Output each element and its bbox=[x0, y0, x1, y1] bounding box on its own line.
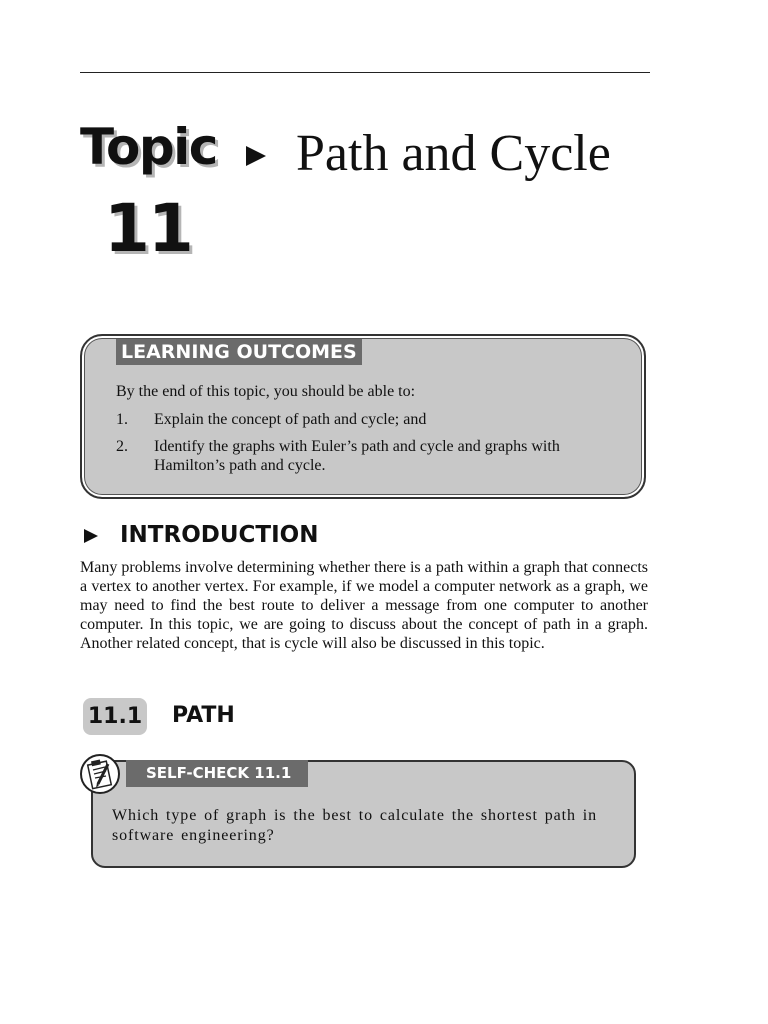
topic-number: 11 bbox=[104, 190, 192, 267]
introduction-heading: INTRODUCTION bbox=[120, 522, 319, 548]
section-title: PATH bbox=[172, 703, 235, 728]
learning-outcomes-intro: By the end of this topic, you should be able to: bbox=[116, 383, 416, 400]
learning-outcomes-title: LEARNING OUTCOMES bbox=[116, 339, 362, 365]
outcome-item: Identify the graphs with Euler’s path and cycle and graphs with Hamilton’s path and cycle. bbox=[154, 438, 560, 474]
outcome-number: 1. bbox=[116, 411, 128, 428]
outcome-item: Explain the concept of path and cycle; and bbox=[154, 411, 427, 428]
self-check-title: SELF-CHECK 11.1 bbox=[126, 760, 308, 787]
outcome-number: 2. bbox=[116, 438, 128, 455]
chapter-title: Path and Cycle bbox=[296, 125, 611, 182]
header-rule bbox=[80, 72, 650, 73]
introduction-arrow-icon bbox=[84, 529, 98, 543]
section-number-badge: 11.1 bbox=[83, 698, 147, 735]
clipboard-pen-icon bbox=[78, 752, 128, 796]
title-arrow-icon bbox=[246, 146, 266, 166]
introduction-paragraph: Many problems involve determining whether there is a path within a graph that connects a vertex to another vertex. For example, if we model a computer network as a graph, we may need to find the best route to deliver a message from one computer to another computer. In this topic, we are going to discuss about the concept of path in a graph. Another related concept, that is cycle will also be discussed in this topic. bbox=[80, 559, 648, 652]
topic-label: Topic bbox=[80, 118, 217, 176]
self-check-question: Which type of graph is the best to calculate the shortest path in software engineering? bbox=[112, 807, 598, 844]
